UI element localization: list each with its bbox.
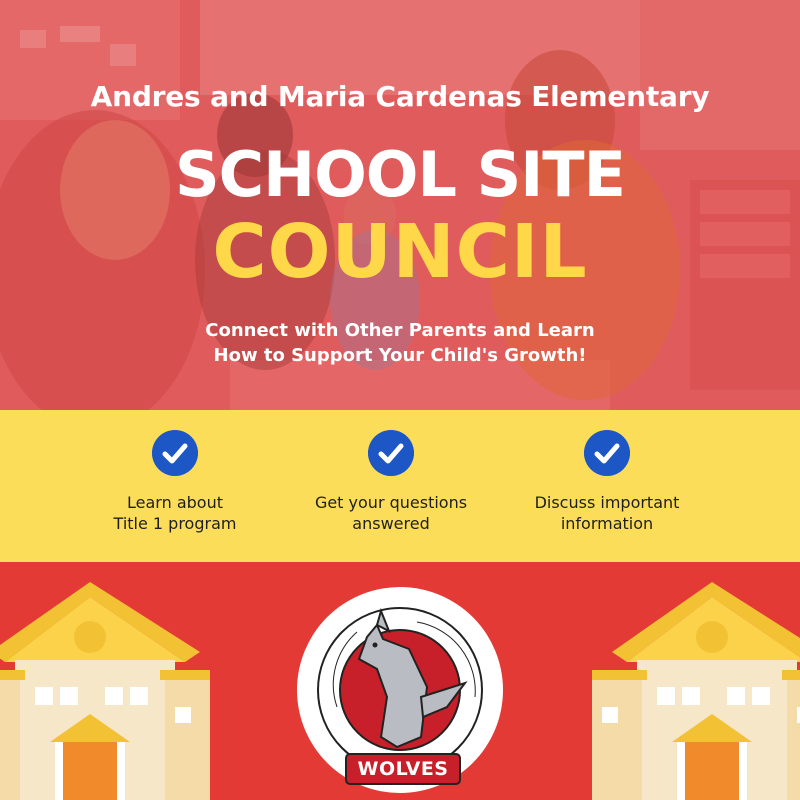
feature-line-1: Learn about xyxy=(127,493,223,512)
tagline-line-1: Connect with Other Parents and Learn xyxy=(205,320,595,341)
feature-line-2: information xyxy=(560,514,654,533)
feature-line-1: Discuss important xyxy=(534,493,680,512)
title-council: COUNCIL xyxy=(212,209,588,295)
tagline xyxy=(0,318,800,368)
features-band xyxy=(0,410,800,562)
feature-questions xyxy=(281,430,501,534)
feature-text xyxy=(281,492,501,534)
check-circle-icon xyxy=(152,430,198,476)
feature-line-2: answered xyxy=(352,514,430,533)
check-circle-icon xyxy=(584,430,630,476)
feature-discuss xyxy=(497,430,717,534)
feature-title1 xyxy=(65,430,285,534)
school-name: Andres and Maria Cardenas Elementary xyxy=(90,80,710,113)
feature-line-2: Title 1 program xyxy=(113,514,237,533)
bottom-section xyxy=(0,562,800,800)
check-circle-icon xyxy=(368,430,414,476)
feature-line-1: Get your questions xyxy=(314,493,468,512)
tagline-line-2: How to Support Your Child's Growth! xyxy=(213,345,587,366)
school-building-icon xyxy=(592,582,800,800)
wolves-banner: WOLVES xyxy=(345,753,461,785)
feature-text xyxy=(65,492,285,534)
wolves-logo xyxy=(297,587,503,793)
title-school-site: SCHOOL SITE xyxy=(175,138,625,211)
school-building-icon xyxy=(0,582,210,800)
feature-text xyxy=(497,492,717,534)
